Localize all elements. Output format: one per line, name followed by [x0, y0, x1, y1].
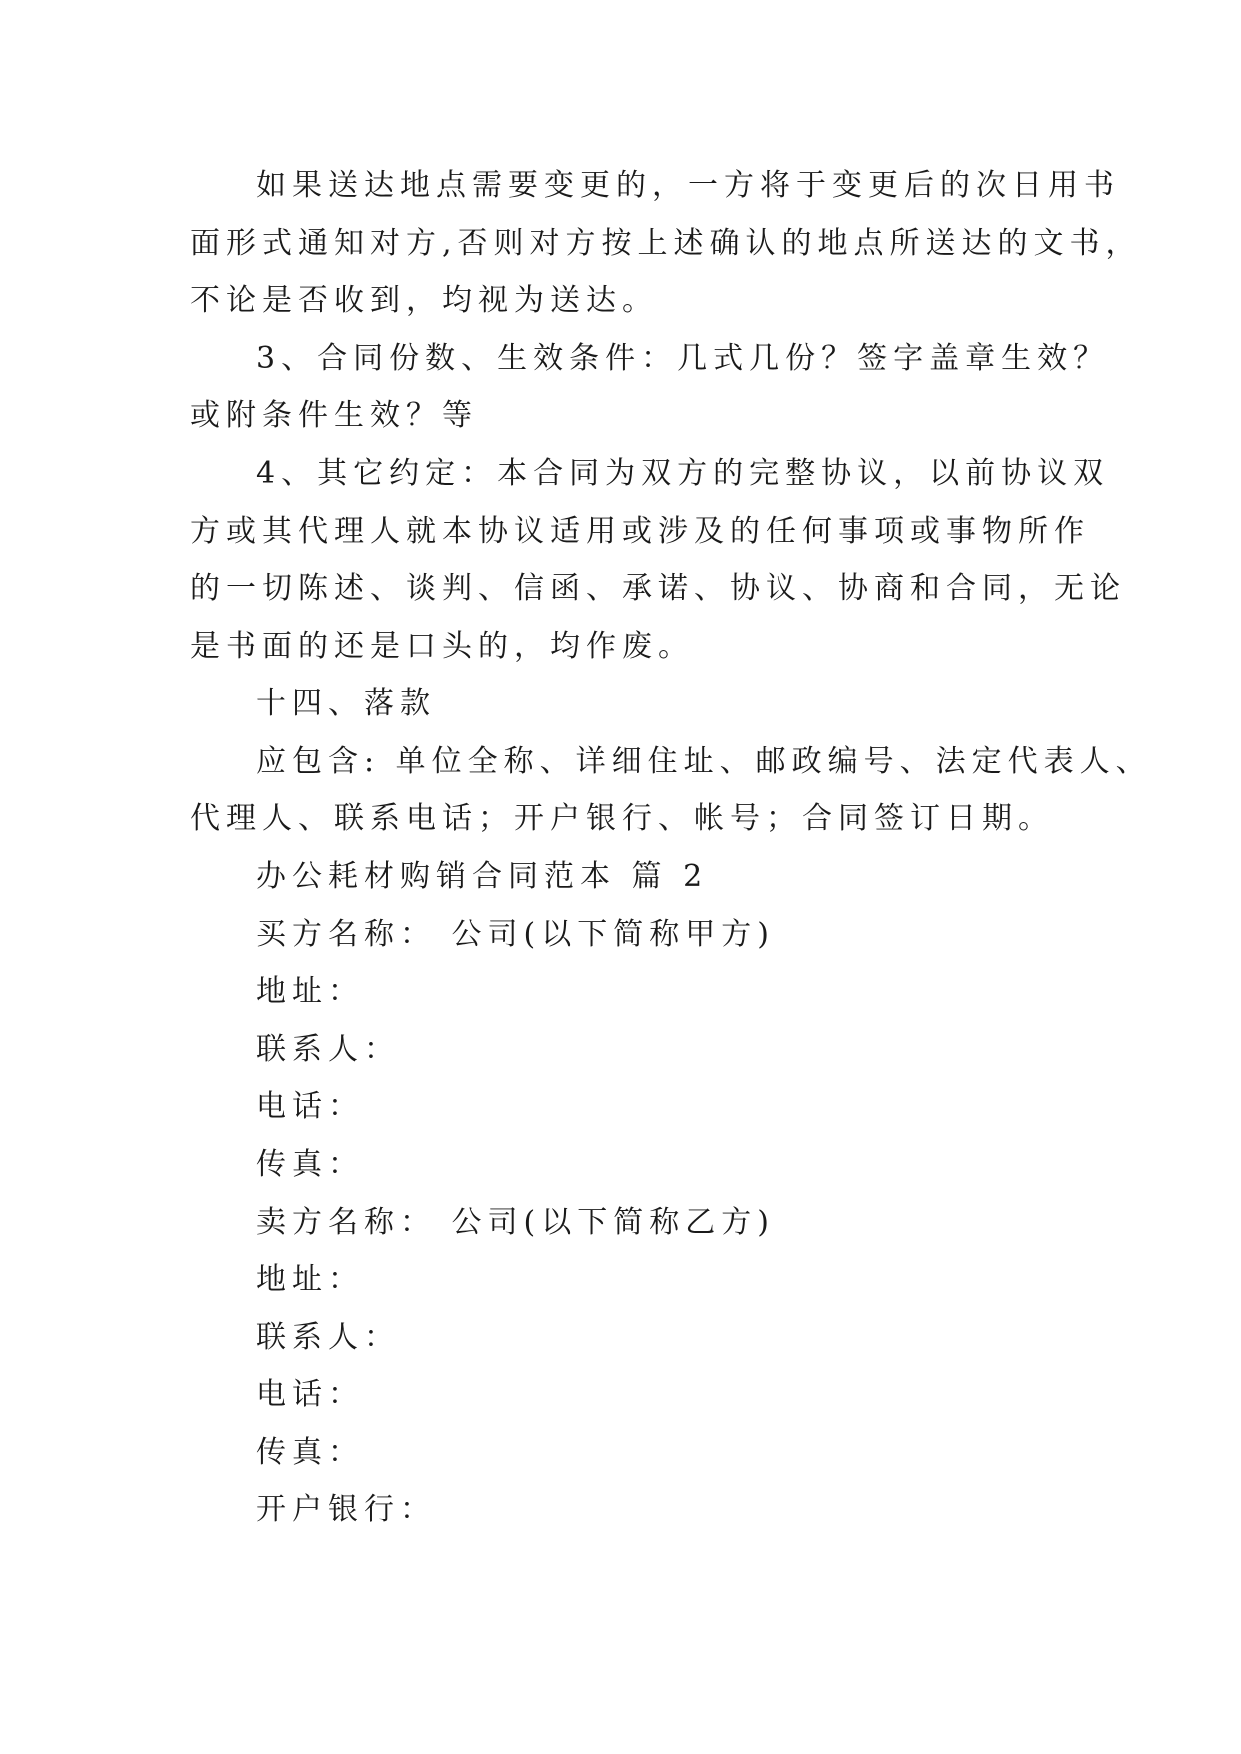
clause-4-line-3: 的一切陈述、谈判、信函、承诺、协议、协商和合同，无论: [190, 571, 1126, 606]
contract-2-title: 办公耗材购销合同范本 篇 2: [256, 859, 709, 894]
signature-requirements-line-1: 应包含: 单位全称、详细住址、邮政编号、法定代表人、: [256, 744, 1152, 779]
seller-phone-field: 电话：: [256, 1377, 364, 1412]
seller-address-field: 地址：: [256, 1262, 364, 1297]
buyer-contact-field: 联系人：: [256, 1032, 400, 1067]
paragraph-delivery-change-line-3: 不论是否收到，均视为送达。: [190, 283, 658, 318]
clause-4-line-1: 4、其它约定：本合同为双方的完整协议，以前协议双: [256, 456, 1110, 491]
seller-bank-field: 开户银行：: [256, 1492, 436, 1527]
seller-fax-field: 传真：: [256, 1435, 364, 1470]
section-14-heading: 十四、落款: [256, 686, 436, 721]
buyer-fax-field: 传真：: [256, 1147, 364, 1182]
seller-contact-field: 联系人：: [256, 1320, 400, 1355]
paragraph-delivery-change-line-2: 面形式通知对方,否则对方按上述确认的地点所送达的文书，: [190, 226, 1142, 261]
buyer-address-field: 地址：: [256, 974, 364, 1009]
clause-4-line-4: 是书面的还是口头的，均作废。: [190, 629, 694, 664]
buyer-phone-field: 电话：: [256, 1089, 364, 1124]
clause-4-line-2: 方或其代理人就本协议适用或涉及的任何事项或事物所作: [190, 514, 1090, 549]
buyer-name-field: 买方名称： 公司(以下简称甲方): [256, 917, 775, 952]
paragraph-delivery-change-line-1: 如果送达地点需要变更的，一方将于变更后的次日用书: [256, 168, 1120, 203]
signature-requirements-line-2: 代理人、联系电话；开户银行、帐号；合同签订日期。: [190, 801, 1054, 836]
clause-3-line-2: 或附条件生效？等: [190, 398, 478, 433]
clause-3-line-1: 3、合同份数、生效条件：几式几份？签字盖章生效？: [256, 341, 1110, 376]
seller-name-field: 卖方名称： 公司(以下简称乙方): [256, 1205, 775, 1240]
